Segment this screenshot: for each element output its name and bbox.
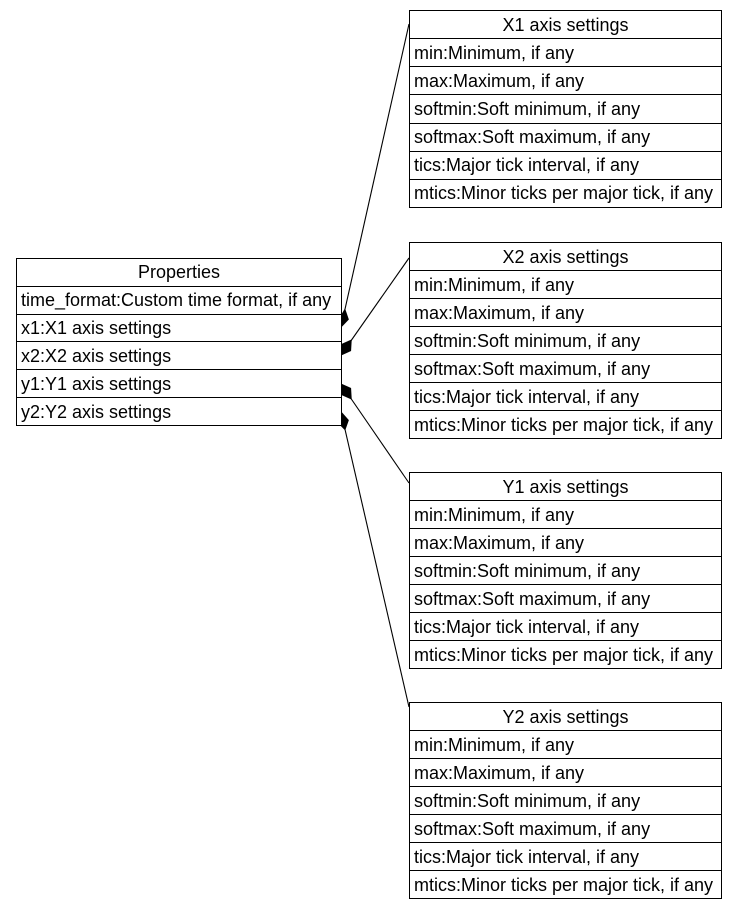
record-row-mtics: mtics:Minor ticks per major tick, if any <box>410 870 721 898</box>
node-title: Y2 axis settings <box>502 706 629 727</box>
record-row-y2: y2:Y2 axis settings <box>17 397 341 425</box>
record-row-tics: tics:Major tick interval, if any <box>410 612 721 640</box>
record-row-softmax: softmax:Soft maximum, if any <box>410 354 721 382</box>
record-row-softmin: softmin:Soft minimum, if any <box>410 556 721 584</box>
record-row-max: max:Maximum, if any <box>410 528 721 556</box>
diamond-arrowhead-x2-icon <box>341 340 351 355</box>
record-row-time-format: time_format:Custom time format, if any <box>17 286 341 314</box>
record-row-softmax: softmax:Soft maximum, if any <box>410 584 721 612</box>
record-row-x2: x2:X2 axis settings <box>17 341 341 369</box>
record-row-max: max:Maximum, if any <box>410 758 721 786</box>
record-row-max: max:Maximum, if any <box>410 298 721 326</box>
record-row-tics: tics:Major tick interval, if any <box>410 382 721 410</box>
edge-properties-y2 <box>341 412 409 707</box>
edge-properties-x1 <box>341 24 409 327</box>
record-row-softmin: softmin:Soft minimum, if any <box>410 786 721 814</box>
node-y2-axis-settings <box>409 702 722 899</box>
record-row-softmax: softmax:Soft maximum, if any <box>410 123 721 151</box>
node-properties <box>16 258 342 426</box>
record-row-softmax: softmax:Soft maximum, if any <box>410 814 721 842</box>
node-y1-axis-settings <box>409 472 722 669</box>
record-row-softmin: softmin:Soft minimum, if any <box>410 94 721 122</box>
node-title: X1 axis settings <box>502 14 629 35</box>
record-row-y1: y1:Y1 axis settings <box>17 369 341 397</box>
node-x1-axis-settings <box>409 10 722 208</box>
record-row-min: min:Minimum, if any <box>410 38 721 66</box>
record-row-max: max:Maximum, if any <box>410 66 721 94</box>
node-title: Properties <box>137 262 221 283</box>
record-row-tics: tics:Major tick interval, if any <box>410 151 721 179</box>
record-row-mtics: mtics:Minor ticks per major tick, if any <box>410 410 721 438</box>
record-row-min: min:Minimum, if any <box>410 730 721 758</box>
record-row-mtics: mtics:Minor ticks per major tick, if any <box>410 179 721 207</box>
record-row-min: min:Minimum, if any <box>410 500 721 528</box>
node-x2-axis-settings <box>409 242 722 439</box>
node-title: Y1 axis settings <box>502 476 629 497</box>
record-row-tics: tics:Major tick interval, if any <box>410 842 721 870</box>
diamond-arrowhead-y1-icon <box>341 384 351 399</box>
record-row-mtics: mtics:Minor ticks per major tick, if any <box>410 640 721 668</box>
node-title: X2 axis settings <box>502 246 629 267</box>
record-row-softmin: softmin:Soft minimum, if any <box>410 326 721 354</box>
record-row-min: min:Minimum, if any <box>410 270 721 298</box>
record-row-x1: x1:X1 axis settings <box>17 314 341 342</box>
